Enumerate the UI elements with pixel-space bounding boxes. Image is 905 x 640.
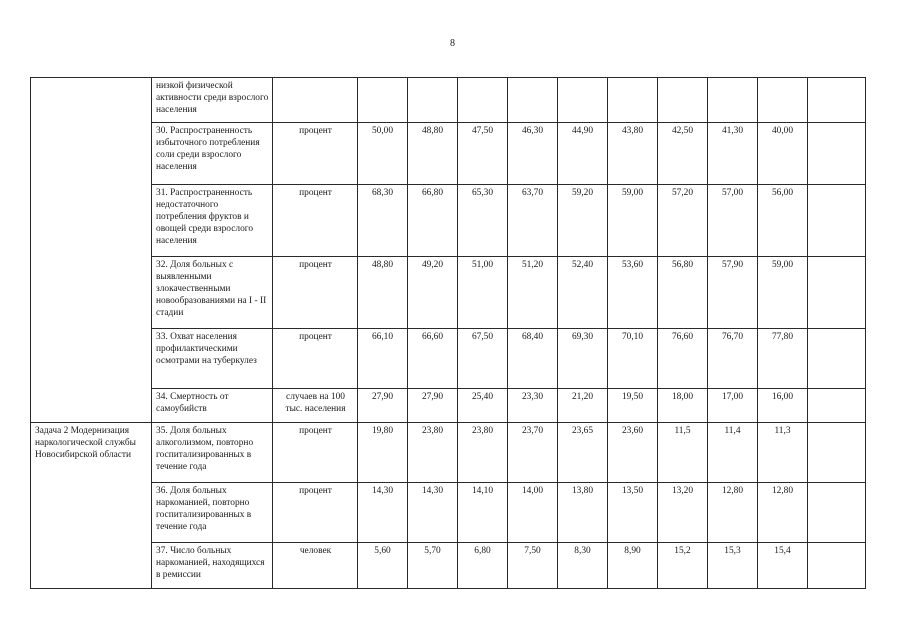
value-cell: 65,30 xyxy=(458,185,508,257)
value-cell xyxy=(708,78,758,123)
value-cell: 66,80 xyxy=(408,185,458,257)
value-cell: 56,80 xyxy=(658,257,708,329)
empty-cell xyxy=(808,543,866,589)
indicators-table xyxy=(30,77,866,589)
value-cell: 52,40 xyxy=(558,257,608,329)
value-cell xyxy=(608,78,658,123)
value-cell: 69,30 xyxy=(558,329,608,389)
value-cell: 5,70 xyxy=(408,543,458,589)
table-row xyxy=(31,483,866,543)
table-body xyxy=(31,78,866,589)
page-number: 8 xyxy=(450,38,455,49)
empty-cell xyxy=(808,329,866,389)
value-cell xyxy=(508,78,558,123)
empty-cell xyxy=(808,123,866,185)
empty-cell xyxy=(808,483,866,543)
unit-cell xyxy=(273,78,358,123)
value-cell: 12,80 xyxy=(708,483,758,543)
value-cell: 11,3 xyxy=(758,423,808,483)
value-cell: 13,20 xyxy=(658,483,708,543)
value-cell: 41,30 xyxy=(708,123,758,185)
unit-cell: процент xyxy=(273,185,358,257)
value-cell xyxy=(358,78,408,123)
empty-cell xyxy=(808,389,866,423)
value-cell: 59,00 xyxy=(608,185,658,257)
value-cell: 76,70 xyxy=(708,329,758,389)
value-cell: 8,90 xyxy=(608,543,658,589)
value-cell: 68,30 xyxy=(358,185,408,257)
indicator-name-cell: 33. Охват населения профилактическими осмотрами на туберкулез xyxy=(152,329,273,389)
unit-cell: человек xyxy=(273,543,358,589)
table-row xyxy=(31,389,866,423)
value-cell: 15,3 xyxy=(708,543,758,589)
value-cell: 18,00 xyxy=(658,389,708,423)
value-cell: 67,50 xyxy=(458,329,508,389)
value-cell: 63,70 xyxy=(508,185,558,257)
value-cell: 19,50 xyxy=(608,389,658,423)
value-cell: 14,30 xyxy=(408,483,458,543)
indicator-name-cell: 37. Число больных наркоманией, находящихся в ремиссии xyxy=(152,543,273,589)
value-cell: 11,4 xyxy=(708,423,758,483)
value-cell: 40,00 xyxy=(758,123,808,185)
value-cell: 23,60 xyxy=(608,423,658,483)
value-cell: 76,60 xyxy=(658,329,708,389)
value-cell: 27,90 xyxy=(358,389,408,423)
value-cell: 23,65 xyxy=(558,423,608,483)
value-cell: 11,5 xyxy=(658,423,708,483)
value-cell: 56,00 xyxy=(758,185,808,257)
unit-cell: процент xyxy=(273,483,358,543)
indicator-name-cell: низкой физической активности среди взрослого населения xyxy=(152,78,273,123)
value-cell: 51,20 xyxy=(508,257,558,329)
value-cell: 8,30 xyxy=(558,543,608,589)
indicator-name-cell: 36. Доля больных наркоманией, повторно госпитализированных в течение года xyxy=(152,483,273,543)
value-cell: 57,90 xyxy=(708,257,758,329)
value-cell: 77,80 xyxy=(758,329,808,389)
value-cell xyxy=(758,78,808,123)
value-cell: 51,00 xyxy=(458,257,508,329)
value-cell: 14,30 xyxy=(358,483,408,543)
table-row xyxy=(31,543,866,589)
task-cell-empty xyxy=(31,78,152,423)
value-cell: 47,50 xyxy=(458,123,508,185)
value-cell: 27,90 xyxy=(408,389,458,423)
empty-cell xyxy=(808,423,866,483)
value-cell: 16,00 xyxy=(758,389,808,423)
unit-cell: процент xyxy=(273,329,358,389)
table-row xyxy=(31,329,866,389)
indicator-name-cell: 31. Распространенность недостаточного потребления фруктов и овощей среди взрослого населения xyxy=(152,185,273,257)
value-cell: 59,20 xyxy=(558,185,608,257)
table-row xyxy=(31,423,866,483)
value-cell: 68,40 xyxy=(508,329,558,389)
empty-cell xyxy=(808,185,866,257)
value-cell: 5,60 xyxy=(358,543,408,589)
value-cell: 59,00 xyxy=(758,257,808,329)
indicator-name-cell: 35. Доля больных алкоголизмом, повторно госпитализированных в течение года xyxy=(152,423,273,483)
unit-cell: процент xyxy=(273,123,358,185)
value-cell xyxy=(408,78,458,123)
value-cell: 23,80 xyxy=(458,423,508,483)
unit-cell: процент xyxy=(273,423,358,483)
value-cell: 12,80 xyxy=(758,483,808,543)
value-cell: 13,50 xyxy=(608,483,658,543)
value-cell: 66,60 xyxy=(408,329,458,389)
unit-cell: процент xyxy=(273,257,358,329)
value-cell: 48,80 xyxy=(408,123,458,185)
value-cell xyxy=(658,78,708,123)
value-cell: 6,80 xyxy=(458,543,508,589)
unit-cell: случаев на 100 тыс. населения xyxy=(273,389,358,423)
value-cell: 13,80 xyxy=(558,483,608,543)
value-cell: 50,00 xyxy=(358,123,408,185)
table-row xyxy=(31,185,866,257)
value-cell: 7,50 xyxy=(508,543,558,589)
value-cell: 15,2 xyxy=(658,543,708,589)
table-row xyxy=(31,123,866,185)
value-cell: 23,70 xyxy=(508,423,558,483)
indicator-name-cell: 32. Доля больных с выявленными злокачественными новообразованиями на I - II стадии xyxy=(152,257,273,329)
value-cell: 42,50 xyxy=(658,123,708,185)
value-cell: 15,4 xyxy=(758,543,808,589)
value-cell xyxy=(458,78,508,123)
indicator-name-cell: 30. Распространенность избыточного потребления соли среди взрослого населения xyxy=(152,123,273,185)
value-cell: 66,10 xyxy=(358,329,408,389)
value-cell: 57,20 xyxy=(658,185,708,257)
value-cell: 25,40 xyxy=(458,389,508,423)
value-cell xyxy=(558,78,608,123)
value-cell: 44,90 xyxy=(558,123,608,185)
value-cell: 23,80 xyxy=(408,423,458,483)
value-cell: 14,00 xyxy=(508,483,558,543)
empty-cell xyxy=(808,78,866,123)
value-cell: 21,20 xyxy=(558,389,608,423)
task-cell: Задача 2 Модернизация наркологической службы Новосибирской области xyxy=(31,423,152,589)
indicator-name-cell: 34. Смертность от самоубийств xyxy=(152,389,273,423)
value-cell: 43,80 xyxy=(608,123,658,185)
value-cell: 70,10 xyxy=(608,329,658,389)
table-row xyxy=(31,78,866,123)
value-cell: 19,80 xyxy=(358,423,408,483)
value-cell: 14,10 xyxy=(458,483,508,543)
value-cell: 46,30 xyxy=(508,123,558,185)
value-cell: 48,80 xyxy=(358,257,408,329)
value-cell: 57,00 xyxy=(708,185,758,257)
value-cell: 53,60 xyxy=(608,257,658,329)
table-row xyxy=(31,257,866,329)
value-cell: 17,00 xyxy=(708,389,758,423)
value-cell: 23,30 xyxy=(508,389,558,423)
empty-cell xyxy=(808,257,866,329)
value-cell: 49,20 xyxy=(408,257,458,329)
